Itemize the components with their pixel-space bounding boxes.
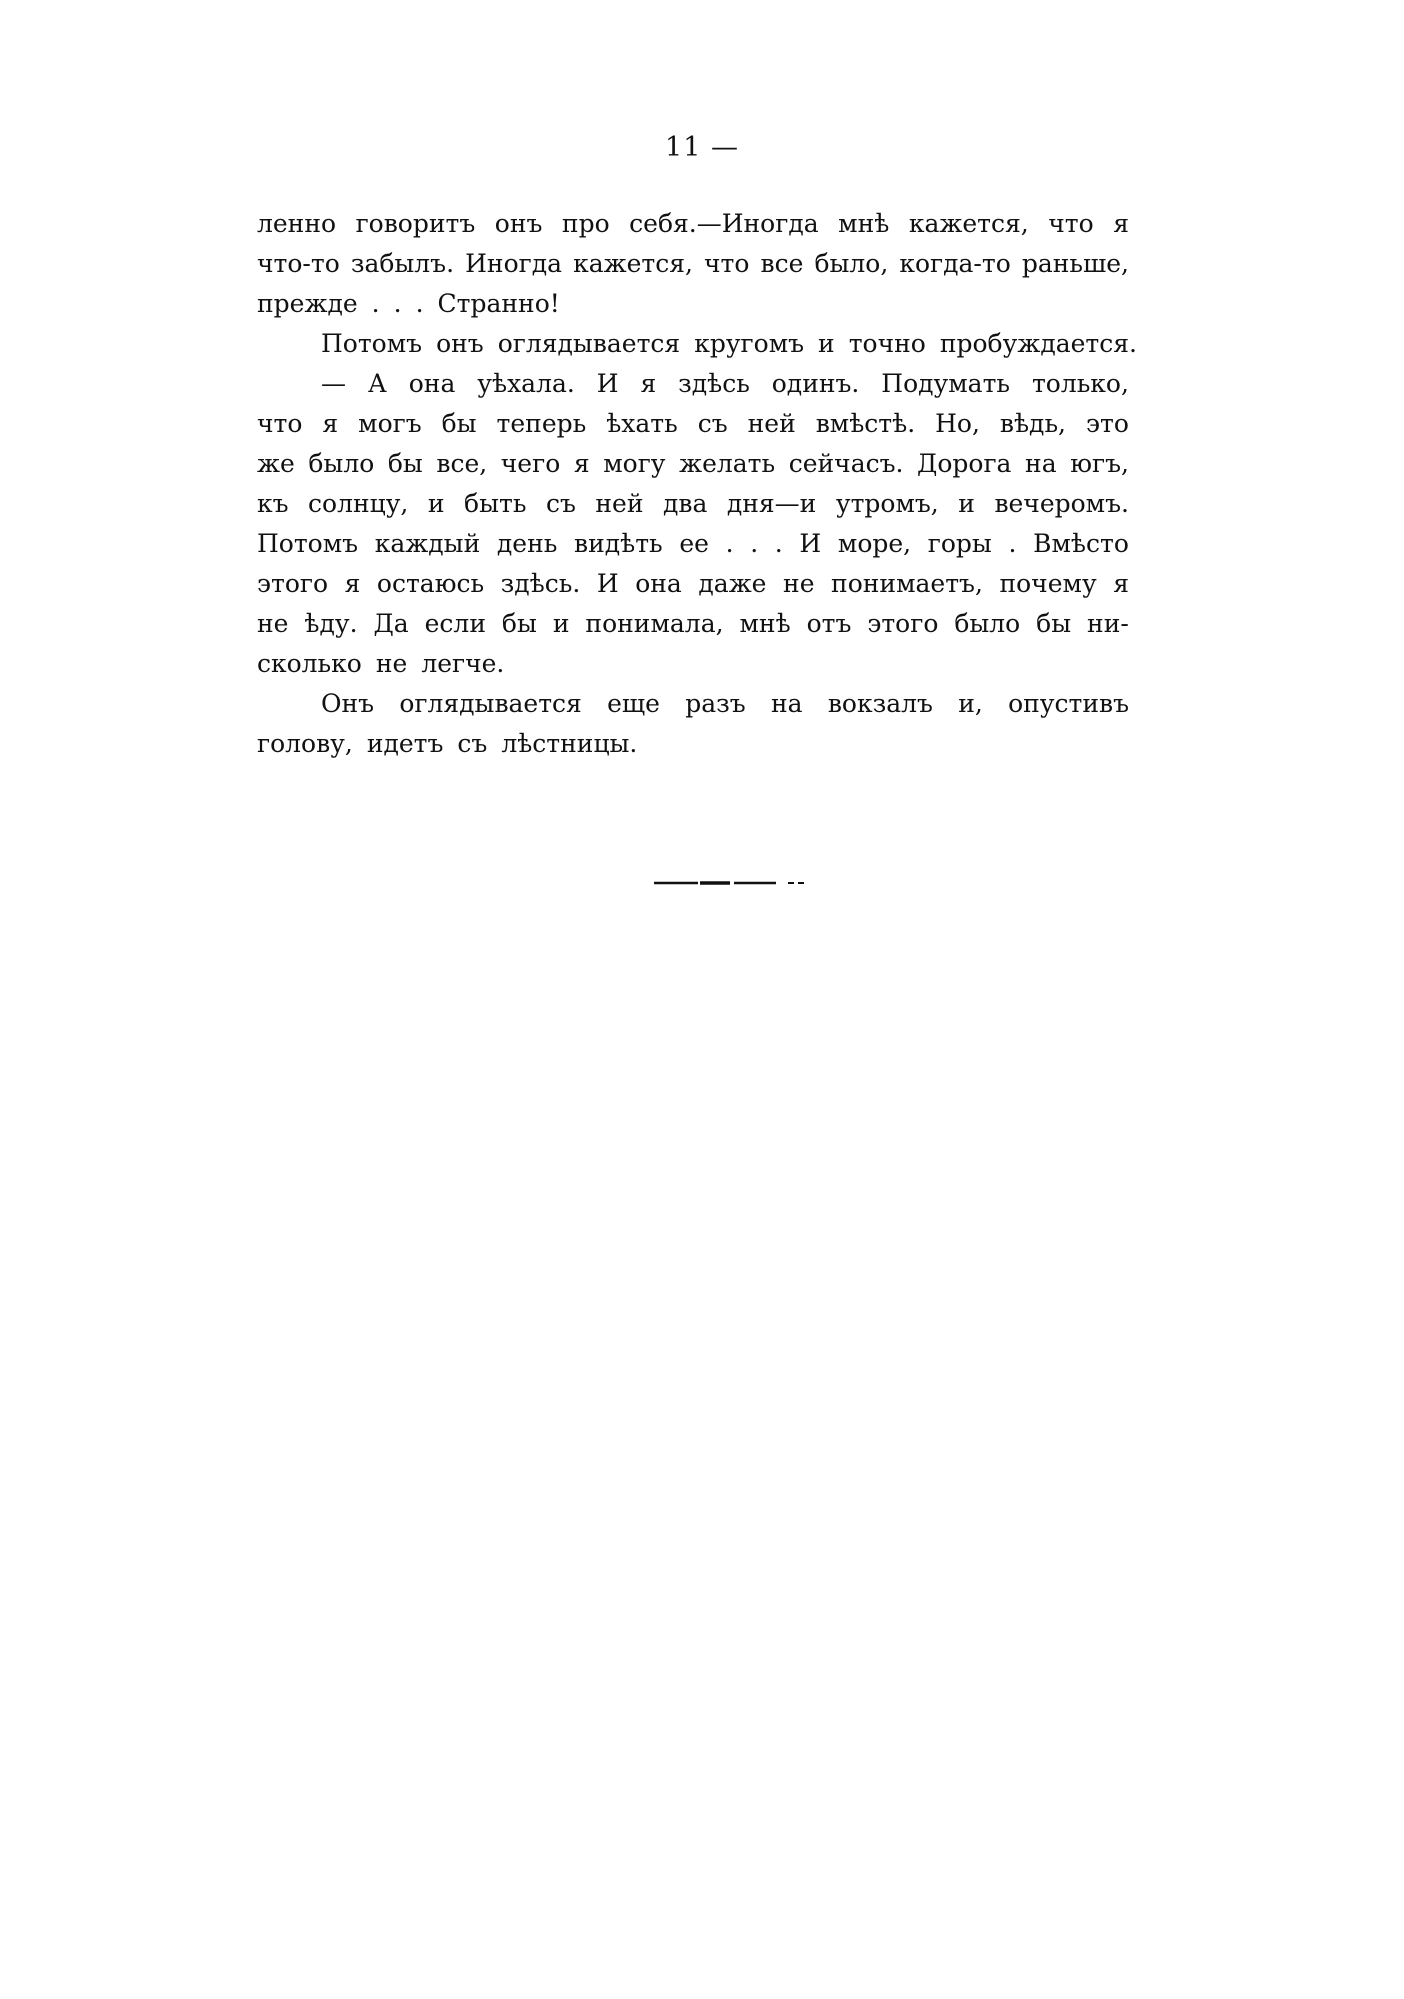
text-line: же было бы все, чего я могу желать сейчасъ. Дорога на югъ, — [257, 449, 1129, 478]
text-line: Потомъ онъ оглядывается кругомъ и точно пробуждается. — [321, 329, 1137, 358]
section-end-ornament — [654, 879, 818, 887]
text-line: этого я остаюсь здѣсь. И она даже не понимаетъ, почему я — [257, 569, 1129, 598]
body-text — [257, 204, 1137, 764]
text-line: что я могъ бы теперь ѣхать съ ней вмѣстѣ. Но, вѣдь, это — [257, 409, 1129, 438]
page-number: 11 — — [665, 132, 739, 163]
text-line: ленно говоритъ онъ про себя.—Иногда мнѣ кажется, что я — [257, 209, 1129, 238]
text-line: не ѣду. Да если бы и понимала, мнѣ отъ этого было бы ни- — [257, 609, 1129, 638]
text-line: что-то забылъ. Иногда кажется, что все было, когда-то раньше, — [257, 249, 1129, 278]
paragraph — [257, 684, 1129, 764]
text-line: къ солнцу, и быть съ ней два дня—и утромъ, и вечеромъ. — [257, 489, 1129, 518]
paragraph — [257, 204, 1129, 324]
text-line: Онъ оглядывается еще разъ на вокзалъ и, опустивъ — [321, 689, 1129, 718]
text-line: прежде . . . Странно! — [257, 289, 560, 318]
paragraph — [257, 324, 1137, 364]
text-line: сколько не легче. — [257, 649, 505, 678]
text-line: — А она уѣхала. И я здѣсь одинъ. Подумать только, — [321, 369, 1129, 398]
text-line: Потомъ каждый день видѣть ее . . . И море, горы . Вмѣсто — [257, 529, 1129, 558]
text-line: голову, идетъ съ лѣстницы. — [257, 729, 638, 758]
paragraph — [257, 364, 1129, 684]
